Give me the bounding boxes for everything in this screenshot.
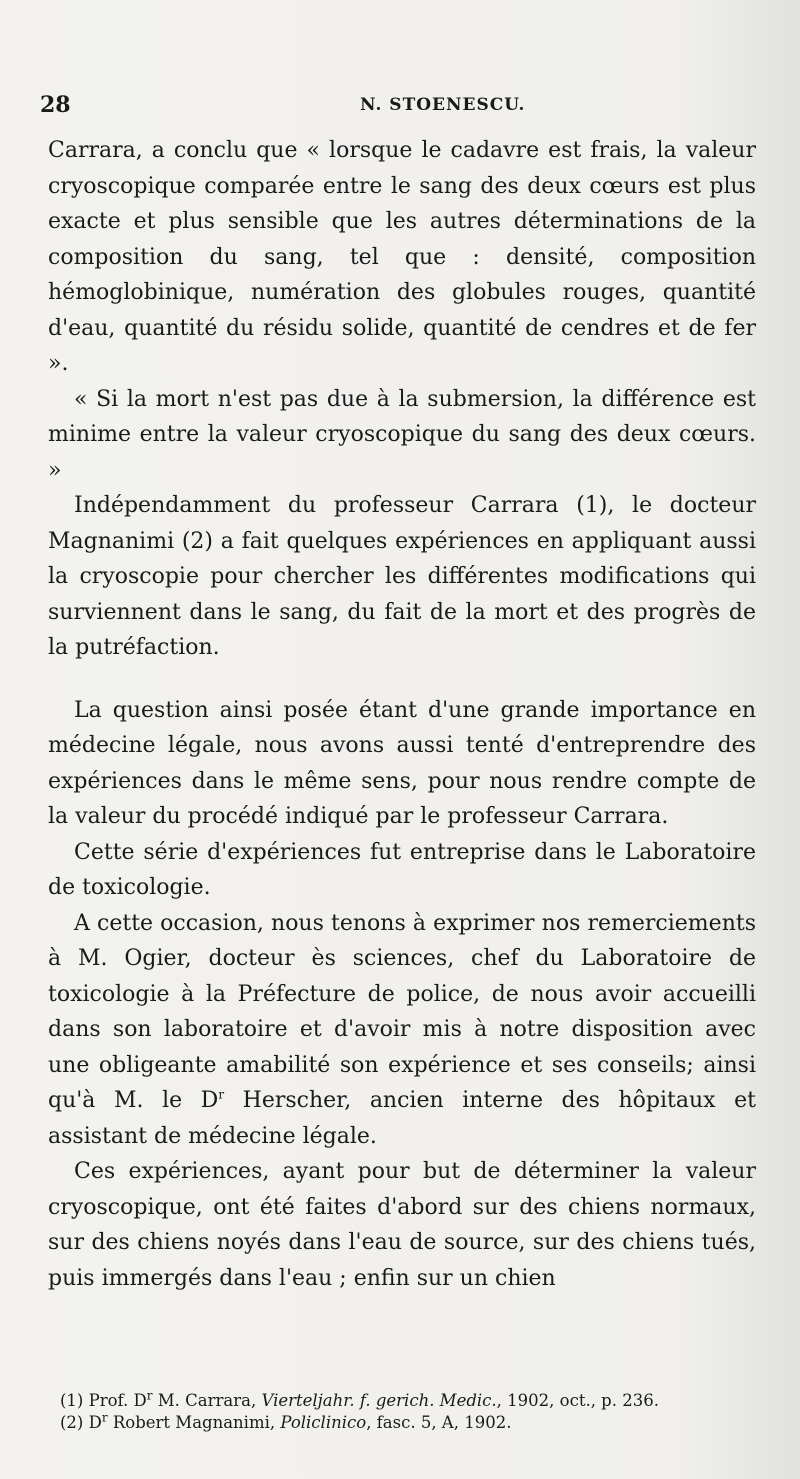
footnote-text: , 1902, oct., p. 236. <box>496 1391 659 1410</box>
running-head: N. STOENESCU. <box>360 95 526 115</box>
page-header <box>40 92 760 122</box>
paragraph-text: A cette occasion, nous tenons à exprimer nos remerciements à M. Ogier, docteur ès sciences, chef du Laboratoire de toxicologie à la Préfecture de police, de nous avoir accueilli dans son laboratoire et d'avoir mis à notre disposition avec une obligeante amabilité son expérience et ses conseils; ainsi qu'à M. le D <box>48 910 756 1113</box>
footnote-marker: (1) Prof. D <box>60 1391 147 1410</box>
paragraph: Carrara, a conclu que « lorsque le cadavre est frais, la valeur cryoscopique comparée entre le sang des deux cœurs est plus exacte et plus sensible que les autres déterminations de la composition du sang, tel que : densité, composition hémoglobinique, numération des globules rouges, quantité d'eau, quantité du résidu solide, quantité de cendres et de fer ». <box>48 138 756 376</box>
journal-title: Policlinico <box>280 1413 367 1432</box>
journal-title: Vierteljahr. f. gerich. Medic. <box>261 1391 497 1410</box>
superscript: r <box>146 1388 153 1403</box>
paragraph: Cette série d'expériences fut entreprise dans le Laboratoire de toxicologie. <box>48 839 756 900</box>
page-number: 28 <box>40 92 71 118</box>
superscript: r <box>218 1087 225 1102</box>
footnote-text: Robert Magnanimi, <box>107 1413 281 1432</box>
paragraph: Indépendamment du professeur Carrara (1), le docteur Magnanimi (2) a fait quelques expériences en appliquant aussi la cryoscopie pour chercher les différentes modifications qui surviennent dans le sang, du fait de la mort et des progrès de la putréfaction. <box>48 493 756 660</box>
paragraph: « Si la mort n'est pas due à la submersion, la différence est minime entre la valeur cryoscopique du sang des deux cœurs. » <box>48 386 756 483</box>
footnote-1 <box>60 1390 760 1412</box>
paragraph: Ces expériences, ayant pour but de déterminer la valeur cryoscopique, ont été faites d'abord sur des chiens normaux, sur des chiens noyés dans l'eau de source, sur des chiens tués, puis immergés dans l'eau ; enfin sur un chien <box>48 1159 756 1291</box>
footnotes <box>60 1390 760 1434</box>
footnote-2 <box>60 1412 760 1434</box>
footnote-marker: (2) D <box>60 1413 102 1432</box>
footnote-text: M. Carrara, <box>152 1391 262 1410</box>
paragraph <box>48 906 756 1155</box>
footnote-text: , fasc. 5, A, 1902. <box>366 1413 512 1432</box>
paragraph: La question ainsi posée étant d'une grande importance en médecine légale, nous avons aussi tenté d'entreprendre des expériences dans le même sens, pour nous rendre compte de la valeur du procédé indiqué par le professeur Carrara. <box>48 697 756 829</box>
superscript: r <box>101 1410 108 1425</box>
paragraph-text: Herscher, ancien interne des hôpitaux et assistant de médecine légale. <box>48 1088 756 1149</box>
body-text <box>48 133 756 1296</box>
